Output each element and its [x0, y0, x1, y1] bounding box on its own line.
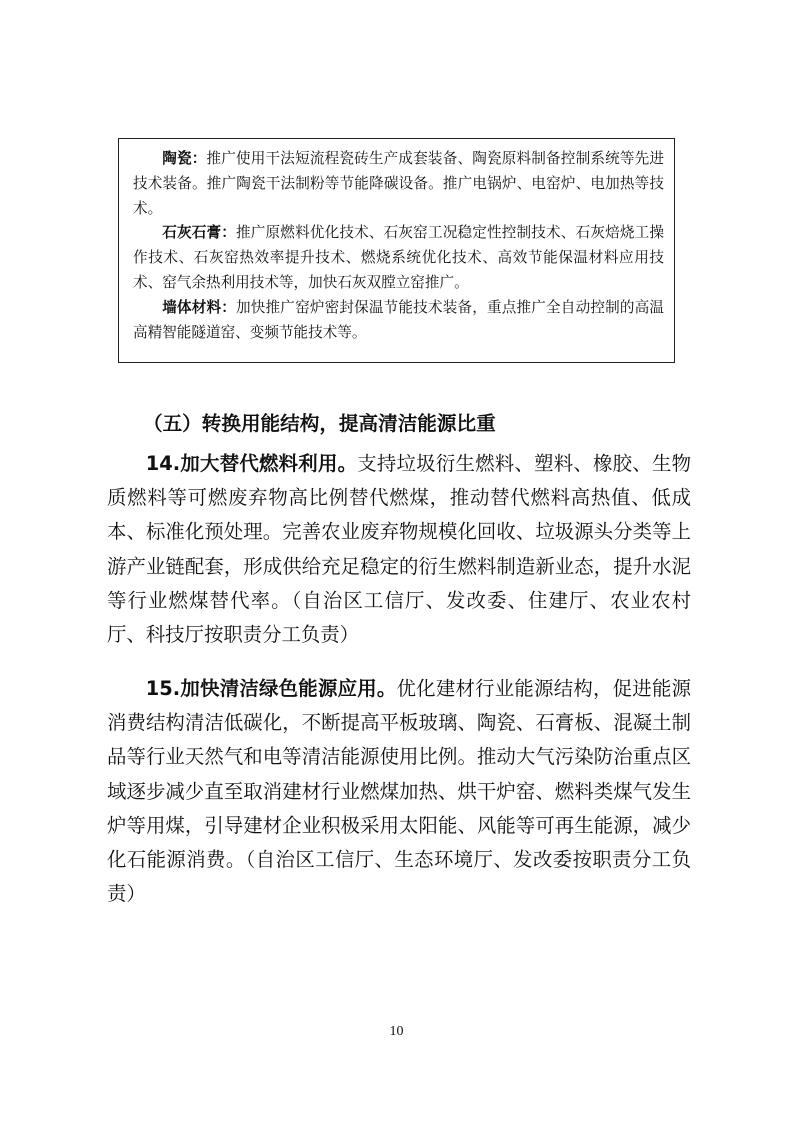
box-item-label: 陶瓷： — [162, 150, 207, 167]
box-item-text: 加快推广窑炉密封保温节能技术装备，重点推广全自动控制的高温高精智能隧道窑、变频节能技术等。 — [133, 298, 664, 341]
box-item-ceramics — [133, 147, 664, 221]
paragraph-14 — [107, 447, 691, 652]
box-item-text: 推广使用干法短流程瓷砖生产成套装备、陶瓷原料制备控制系统等先进技术装备。推广陶瓷干法制粉等节能降碳设备。推广电锅炉、电窑炉、电加热等技术。 — [133, 150, 664, 217]
paragraph-text: 优化建材行业能源结构，促进能源消费结构清洁低碳化，不断提高平板玻璃、陶瓷、石膏板、混凝土制品等行业天然气和电等清洁能源使用比例。推动大气污染防治重点区域逐步减少直至取消建材行业燃煤加热、烘干炉窑、燃料类煤气发生炉等用煤，引导建材企业积极采用太阳能、风能等可再生能源，减少化石能源消费。（自治区工信厅、生态环境厅、发改委按职责分工负责） — [107, 677, 691, 906]
technology-box — [118, 138, 675, 363]
box-item-wall-materials — [133, 296, 664, 346]
box-item-label: 石灰石膏： — [162, 224, 237, 242]
paragraph-title: 14.加大替代燃料利用。 — [145, 452, 358, 475]
paragraph-15 — [107, 672, 691, 911]
box-item-label: 墙体材料： — [162, 298, 237, 316]
section-heading: （五）转换用能结构，提高清洁能源比重 — [143, 412, 496, 435]
box-item-text: 推广原燃料优化技术、石灰窑工况稳定性控制技术、石灰焙烧工操作技术、石灰窑热效率提升技术、燃烧系统优化技术、高效节能保温材料应用技术、窑气余热利用技术等，加快石灰双膛立窑推广。 — [133, 224, 664, 291]
paragraph-text: 支持垃圾衍生燃料、塑料、橡胶、生物质燃料等可燃废弃物高比例替代燃煤，推动替代燃料高热值、低成本、标准化预处理。完善农业废弃物规模化回收、垃圾源头分类等上游产业链配套，形成供给充足稳定的衍生燃料制造新业态，提升水泥等行业燃煤替代率。（自治区工信厅、发改委、住建厅、农业农村厅、科技厅按职责分工负责） — [107, 452, 691, 647]
page-number: 10 — [389, 1024, 404, 1039]
box-item-lime-gypsum — [133, 221, 664, 295]
paragraph-title: 15.加快清洁绿色能源应用。 — [145, 677, 397, 700]
